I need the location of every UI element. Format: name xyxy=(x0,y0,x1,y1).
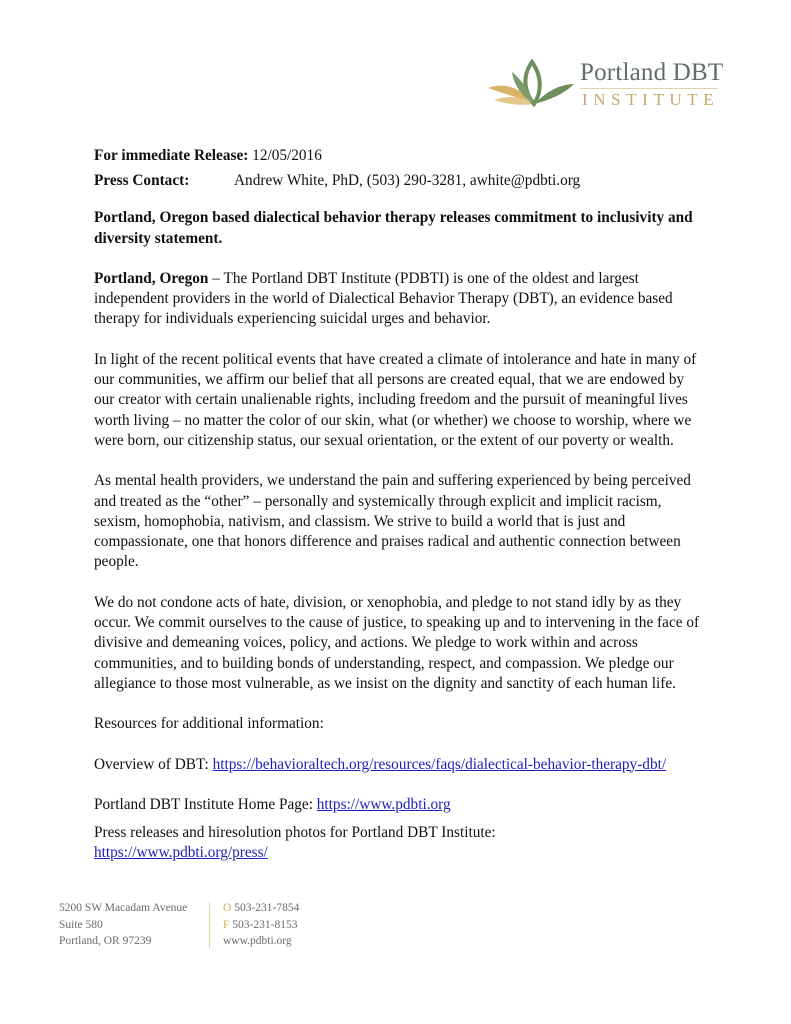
home-page-link[interactable]: https://www.pdbti.org xyxy=(316,795,451,813)
resources-heading: Resources for additional information: xyxy=(94,715,324,733)
release-date: 12/05/2016 xyxy=(252,147,322,164)
fax-phone: 503-231-8153 xyxy=(229,918,298,931)
resource-press xyxy=(94,823,704,864)
press-release-body xyxy=(94,146,704,864)
address-line: Suite 580 xyxy=(59,918,103,931)
footer-address xyxy=(59,900,209,950)
dbt-overview-link[interactable]: https://behavioraltech.org/resources/faqs/dialectical-behavior-therapy-dbt/ xyxy=(212,755,667,773)
contact-line xyxy=(94,171,704,191)
release-line xyxy=(94,146,704,168)
press-link[interactable]: https://www.pdbti.org/press/ xyxy=(94,844,268,862)
office-phone-line xyxy=(223,900,299,917)
resource-label: Portland DBT Institute Home Page: xyxy=(94,795,317,813)
paragraph-political-climate: In light of the recent political events that have created a climate of intolerance and hate in many of our communities, we affirm our belief that all persons are created equal, that we are endowed by our creator with certain unalienable rights, including freedom and the pursuit of meaningful lives worth living – no matter the color of our skin, what (or whether) we choose to worship, where we were born, our citizenship status, our sexual orientation, or the extent of our poverty or wealth. xyxy=(94,350,697,449)
footer-website: www.pdbti.org xyxy=(223,935,292,947)
logo-subtitle: INSTITUTE xyxy=(582,90,720,109)
address-line: Portland, OR 97239 xyxy=(59,935,152,947)
fax-letter: F xyxy=(223,918,230,931)
office-letter: O xyxy=(223,902,232,914)
address-line: 5200 SW Macadam Avenue xyxy=(59,902,188,914)
resource-label: Press releases and hiresolution photos for Portland DBT Institute: xyxy=(94,824,496,842)
footer-contact xyxy=(223,900,299,950)
logo-divider xyxy=(580,88,718,89)
office-phone: 503-231-7854 xyxy=(231,902,300,914)
logo-name: Portland DBT xyxy=(580,59,724,86)
resource-label: Overview of DBT: xyxy=(94,755,213,773)
paragraph-mental-health: As mental health providers, we understand the pain and suffering experienced by being perceived and treated as the “other” – personally and systemically through explicit and implicit racism, sexism, homophobia, nativism, and classism. We strive to build a world that is just and compassionate, one that honors difference and praises radical and authentic connection between people. xyxy=(94,472,691,571)
resource-home-page xyxy=(94,795,704,815)
paragraph-pledge: We do not condone acts of hate, division, or xenophobia, and pledge to not stand idly by as they occur. We commit ourselves to the cause of justice, to speaking up and to intervening in the face of divisive and demeaning voices, policy, and actions. We pledge to work within and across communities, and to building bonds of understanding, respect, and compassion. We pledge our allegiance to those most vulnerable, as we insist on the dignity and sanctity of each human life. xyxy=(94,593,700,692)
headline: Portland, Oregon based dialectical behavior therapy releases commitment to inclusivity and diversity statement. xyxy=(94,209,693,247)
intro-text: – The Portland DBT Institute (PDBTI) is one of the oldest and largest independent providers in the world of Dialectical Behavior Therapy (DBT), an evidence based therapy for individuals experiencing suicidal urges and behavior. xyxy=(94,269,673,328)
dateline: Portland, Oregon xyxy=(94,269,209,287)
contact-value: Andrew White, PhD, (503) 290-3281, awhite@pdbti.org xyxy=(234,172,581,189)
footer-divider xyxy=(209,902,210,948)
institute-logo xyxy=(484,58,734,114)
contact-label: Press Contact: xyxy=(94,172,190,189)
intro-paragraph xyxy=(94,269,704,330)
resource-dbt-overview xyxy=(94,755,704,775)
fax-line xyxy=(223,917,299,934)
release-label: For immediate Release: xyxy=(94,147,249,164)
lotus-icon xyxy=(484,58,580,114)
